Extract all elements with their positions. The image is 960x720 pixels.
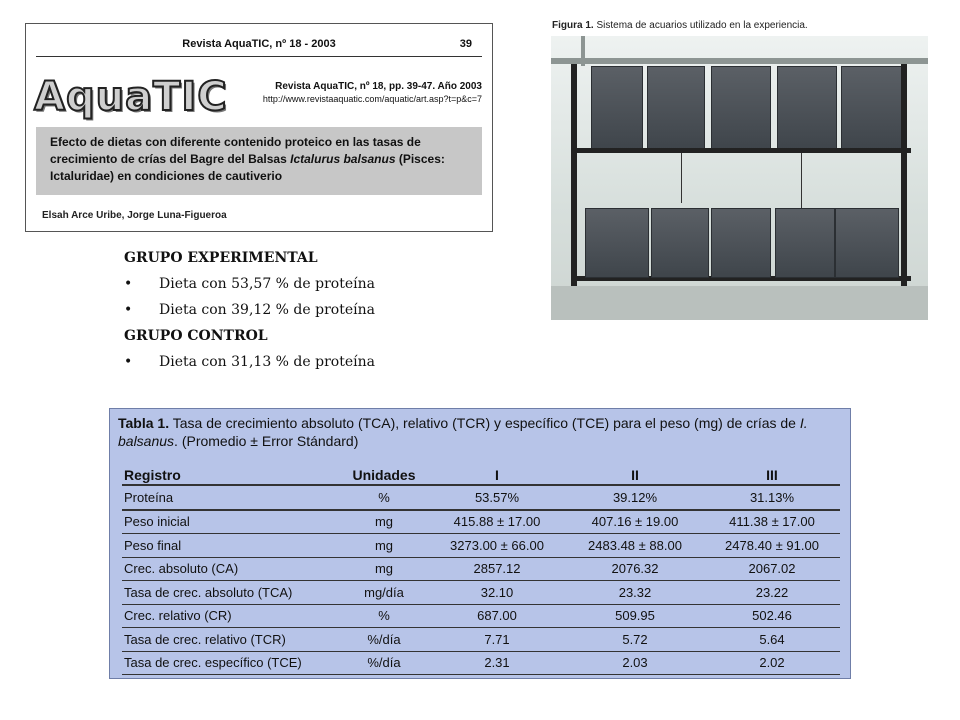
table-caption bbox=[118, 414, 846, 450]
bullet: • bbox=[124, 354, 133, 370]
authors: Elsah Arce Uribe, Jorge Luna-Figueroa bbox=[42, 210, 227, 221]
row-label: Crec. absoluto (CA) bbox=[122, 557, 340, 581]
value-cell: 2076.32 bbox=[566, 557, 704, 581]
table-caption-label: Tabla 1. bbox=[118, 415, 170, 431]
value-cell: 31.13% bbox=[704, 485, 840, 510]
value-cell: 2483.48 ± 88.00 bbox=[566, 534, 704, 558]
photo-floor bbox=[551, 286, 928, 320]
column-header: Registro bbox=[122, 465, 340, 485]
table-row bbox=[122, 581, 840, 605]
value-cell: 7.71 bbox=[428, 628, 566, 652]
row-label: Proteína bbox=[122, 485, 340, 510]
growth-table bbox=[109, 408, 851, 679]
table-caption-end: . (Promedio ± Error Stándard) bbox=[174, 433, 359, 449]
photo-pipe bbox=[551, 58, 928, 64]
list-item bbox=[124, 274, 375, 300]
table-header-row bbox=[122, 465, 840, 485]
value-cell: 509.95 bbox=[566, 604, 704, 628]
value-cell: 53.57% bbox=[428, 485, 566, 510]
shelf-post bbox=[571, 64, 577, 304]
table-caption-text: Tasa de crecimiento absoluto (TCA), relativo (TCR) y específico (TCE) para el peso (mg) de crías de bbox=[172, 415, 796, 431]
unit-cell: %/día bbox=[340, 651, 428, 675]
value-cell: 407.16 ± 19.00 bbox=[566, 510, 704, 534]
row-label: Tasa de crec. absoluto (TCA) bbox=[122, 581, 340, 605]
journal-header-image bbox=[25, 23, 493, 232]
column-header: I bbox=[428, 465, 566, 485]
aquarium-tank bbox=[711, 208, 771, 278]
control-heading: GRUPO CONTROL bbox=[124, 328, 268, 344]
value-cell: 415.88 ± 17.00 bbox=[428, 510, 566, 534]
value-cell: 32.10 bbox=[428, 581, 566, 605]
aquarium-tank bbox=[841, 66, 903, 150]
row-label: Crec. relativo (CR) bbox=[122, 604, 340, 628]
value-cell: 502.46 bbox=[704, 604, 840, 628]
value-cell: 5.64 bbox=[704, 628, 840, 652]
table-caption-species: I. balsanus bbox=[118, 415, 808, 449]
journal-line: Revista AquaTIC, nº 18 - 2003 bbox=[182, 38, 336, 50]
value-cell: 23.22 bbox=[704, 581, 840, 605]
page-number: 39 bbox=[459, 38, 472, 50]
list-item-text: Dieta con 53,57 % de proteína bbox=[159, 276, 375, 292]
photo-cable bbox=[801, 153, 802, 208]
shelf-post bbox=[901, 64, 907, 304]
unit-cell: % bbox=[340, 485, 428, 510]
article-title bbox=[36, 127, 482, 195]
title-main: Efecto de dietas con diferente contenido proteico en las tasas de crecimiento de crías del Bagre del Balsas bbox=[50, 135, 421, 166]
journal-topline bbox=[36, 34, 482, 57]
value-cell: 23.32 bbox=[566, 581, 704, 605]
value-cell: 687.00 bbox=[428, 604, 566, 628]
unit-cell: mg/día bbox=[340, 581, 428, 605]
citation-url: http://www.revistaaquatic.com/aquatic/art.asp?t=p&c=7 bbox=[262, 94, 482, 104]
figure-caption bbox=[552, 20, 808, 31]
table-row bbox=[122, 510, 840, 534]
unit-cell: %/día bbox=[340, 628, 428, 652]
list-item-text: Dieta con 31,13 % de proteína bbox=[159, 354, 375, 370]
bullet: • bbox=[124, 302, 133, 318]
table-row bbox=[122, 557, 840, 581]
aquarium-tank bbox=[835, 208, 899, 278]
citation bbox=[263, 80, 482, 106]
aquarium-photo bbox=[551, 36, 928, 320]
unit-cell: % bbox=[340, 604, 428, 628]
unit-cell: mg bbox=[340, 534, 428, 558]
title-species: Ictalurus balsanus bbox=[290, 152, 396, 166]
shelf-rail bbox=[571, 148, 911, 153]
bullet: • bbox=[124, 276, 133, 292]
value-cell: 2478.40 ± 91.00 bbox=[704, 534, 840, 558]
aquarium-tank bbox=[777, 66, 837, 150]
table-row bbox=[122, 651, 840, 675]
table-body bbox=[122, 485, 840, 675]
aquarium-tank bbox=[585, 208, 649, 278]
data-table bbox=[122, 465, 840, 675]
photo-cable bbox=[681, 153, 682, 203]
citation-text: Revista AquaTIC, nº 18, pp. 39-47. Año 2003 bbox=[275, 81, 482, 92]
value-cell: 5.72 bbox=[566, 628, 704, 652]
figure-caption-text: Sistema de acuarios utilizado en la experiencia. bbox=[596, 20, 808, 31]
column-header: II bbox=[566, 465, 704, 485]
column-header: III bbox=[704, 465, 840, 485]
value-cell: 2067.02 bbox=[704, 557, 840, 581]
title-end: (Pisces: Ictaluridae) en condiciones de cautiverio bbox=[50, 152, 445, 183]
value-cell: 2.03 bbox=[566, 651, 704, 675]
list-item bbox=[124, 300, 375, 326]
aquarium-tank bbox=[711, 66, 771, 150]
table-row bbox=[122, 628, 840, 652]
experimental-heading: GRUPO EXPERIMENTAL bbox=[124, 250, 318, 266]
value-cell: 411.38 ± 17.00 bbox=[704, 510, 840, 534]
value-cell: 39.12% bbox=[566, 485, 704, 510]
aquatic-logo: AquaTIC bbox=[34, 74, 228, 120]
list-item-text: Dieta con 39,12 % de proteína bbox=[159, 302, 375, 318]
row-label: Tasa de crec. específico (TCE) bbox=[122, 651, 340, 675]
value-cell: 3273.00 ± 66.00 bbox=[428, 534, 566, 558]
unit-cell: mg bbox=[340, 557, 428, 581]
row-label: Tasa de crec. relativo (TCR) bbox=[122, 628, 340, 652]
groups-list bbox=[124, 248, 375, 378]
value-cell: 2857.12 bbox=[428, 557, 566, 581]
aquarium-tank bbox=[651, 208, 709, 278]
unit-cell: mg bbox=[340, 510, 428, 534]
photo-pipe bbox=[581, 36, 585, 66]
table-row bbox=[122, 485, 840, 510]
aquarium-tank bbox=[647, 66, 705, 150]
column-header: Unidades bbox=[340, 465, 428, 485]
figure-label: Figura 1. bbox=[552, 20, 594, 31]
row-label: Peso inicial bbox=[122, 510, 340, 534]
row-label: Peso final bbox=[122, 534, 340, 558]
aquarium-tank bbox=[775, 208, 835, 278]
value-cell: 2.31 bbox=[428, 651, 566, 675]
list-item bbox=[124, 352, 375, 378]
table-row bbox=[122, 534, 840, 558]
table-row bbox=[122, 604, 840, 628]
value-cell: 2.02 bbox=[704, 651, 840, 675]
aquarium-tank bbox=[591, 66, 643, 150]
